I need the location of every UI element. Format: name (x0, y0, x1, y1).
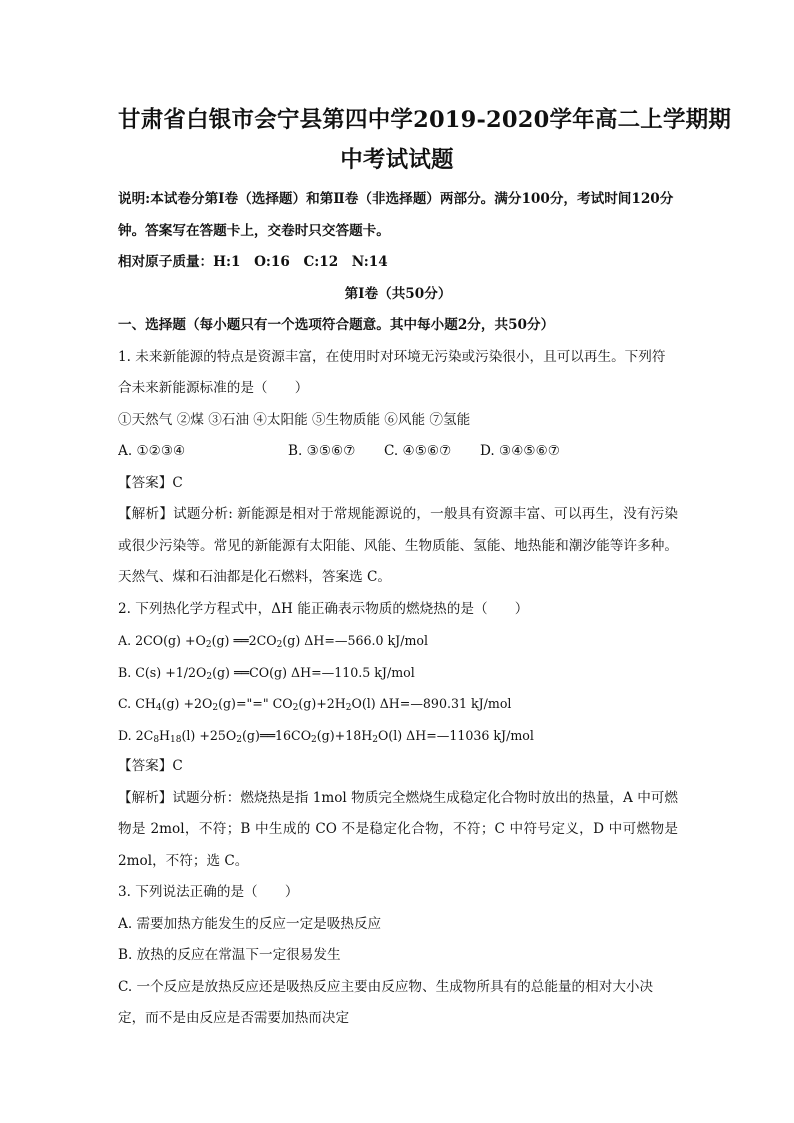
question-1-stem: 1. 未来新能源的特点是资源丰富，在使用时对环境无污染或污染很小，且可以再生。下列符合未来新能源标准的是（ ） (118, 348, 666, 396)
question-2-option-c: C. $CH_4(g)$ $+2O_2(g)="=$" $CO_2(g)+2H_2O(l)$ ΔH=—890.31 kJ/mol (118, 696, 512, 713)
question-1-option-a: A. ①②③④ (118, 443, 186, 459)
question-3-option-b: B. 放热的反应在常温下一定很易发生 (118, 947, 341, 963)
question-1-option-c: C. ④⑤⑥⑦ (384, 443, 452, 459)
question-2-option-d: D. $2C_8H_{18}(l)$ $+25O_2(g)══16CO_2(g)+18H_2O(l)$ ΔH=—11036 kJ/mol (118, 727, 534, 745)
question-1-option-b: B. ③⑤⑥⑦ (288, 443, 356, 459)
question-1-options (118, 436, 678, 468)
question-3-option-c: C. 一个反应是放热反应还是吸热反应主要由反应物、生成物所具有的总能量的相对大小决定，而不是由反应是否需要加热而决定 (118, 978, 654, 1026)
question-1-analysis: 【解析】试题分析: 新能源是相对于常规能源说的，一般具有资源丰富、可以再生，没有污染或很少污染等。常见的新能源有太阳能、风能、生物质能、氢能、地热能和潮汐能等许多种。天然气、煤和石油都是化石燃料，答案选 C。 (118, 506, 678, 585)
question-2-stem: 2. 下列热化学方程式中，ΔH 能正确表示物质的燃烧热的是（ ） (118, 600, 529, 617)
question-1-items: ①天然气 ②煤 ③石油 ④太阳能 ⑤生物质能 ⑥风能 ⑦氢能 (118, 411, 471, 428)
question-3-stem: 3. 下列说法正确的是（ ） (118, 884, 299, 900)
section-heading: 一、选择题（每小题只有一个选项符合题意。其中每小题2分，共50分） (118, 317, 555, 333)
question-1-answer: 【答案】C (118, 474, 183, 491)
question-2-answer: 【答案】C (118, 758, 183, 774)
question-1-option-d: D. ③④⑤⑥⑦ (480, 443, 560, 459)
exam-title-line-2: 中考试试题 (340, 147, 454, 173)
exam-title (118, 100, 732, 180)
question-3-option-a: A. 需要加热方能发生的反应一定是吸热反应 (118, 915, 382, 932)
question-2-analysis: 【解析】试题分析：燃烧热是指 1mol 物质完全燃烧生成稳定化合物时放出的热量，A 中可燃物是 2mol，不符；B 中生成的 CO 不是稳定化合物，不符；C 中符号定义，D 中可燃物是 2mol，不符；选 C。 (118, 789, 678, 869)
exam-content (118, 184, 678, 1035)
atomic-mass-line: 相对原子质量：H:1 O:16 C:12 N:14 (118, 254, 388, 270)
question-2-option-b: B. $C(s) +1/2O_2(g)$ ══CO(g) ΔH=—110.5 kJ/mol (118, 664, 415, 682)
instructions-note: 说明:本试卷分第Ⅰ卷（选择题）和第Ⅱ卷（非选择题）两部分。满分100分，考试时间120分钟。答案写在答题卡上，交卷时只交答题卡。 (118, 191, 674, 239)
exam-title-line-1: 甘肃省白银市会宁县第四中学2019-2020学年高二上学期期 (118, 107, 732, 133)
volume-title: 第Ⅰ卷（共50分） (344, 285, 452, 302)
question-2-option-a: A. $2CO(g) +O_2(g)$ $══2CO_2(g)$ ΔH=—566.0 kJ/mol (118, 633, 428, 650)
